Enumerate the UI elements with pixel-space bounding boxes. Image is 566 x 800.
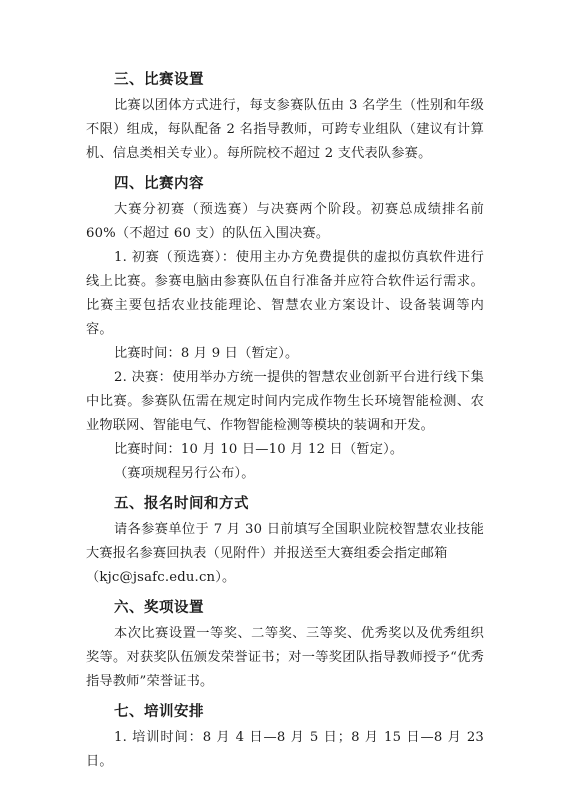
section-heading: 五、报名时间和方式 <box>114 496 249 512</box>
paragraph: 比赛时间：10 月 10 日—10 月 12 日（暂定）。 <box>114 442 404 457</box>
section-awards <box>86 598 484 694</box>
section-competition-content <box>86 174 484 486</box>
paragraph: 本次比赛设置一等奖、二等奖、三等奖、优秀奖以及优秀组织奖等。对获奖队伍颁发荣誉证书；对一等奖团队指导教师授予“优秀指导教师”荣誉证书。 <box>86 626 484 689</box>
paragraph: 2. 决赛：使用举办方统一提供的智慧农业创新平台进行线下集中比赛。参赛队伍需在规定时间内完成作物生长环境智能检测、农业物联网、智能电气、作物智能检测等模块的装调和开发。 <box>86 370 484 433</box>
paragraph: 1. 培训时间：8 月 4 日—8 月 5 日；8 月 15 日—8 月 23 日。 <box>86 730 484 769</box>
paragraph: 请各参赛单位于 7 月 30 日前填写全国职业院校智慧农业技能大赛报名参赛回执表（见附件）并报送至大赛组委会指定邮箱 <box>86 522 484 561</box>
paragraph: 比赛以团体方式进行，每支参赛队伍由 3 名学生（性别和年级不限）组成，每队配备 2 名指导教师，可跨专业组队（建议有计算机、信息类相关专业）。每所院校不超过 2 支代表队参赛。 <box>86 98 484 161</box>
paragraph: 大赛分初赛（预选赛）与决赛两个阶段。初赛总成绩排名前 60%（不超过 60 支）的队伍入围决赛。 <box>86 202 484 241</box>
paragraph: （赛项规程另行公布）。 <box>114 466 255 481</box>
email-line: （kjc@jsafc.edu.cn）。 <box>86 570 236 585</box>
section-heading: 七、培训安排 <box>114 704 204 720</box>
paragraph: 1. 初赛（预选赛）：使用主办方免费提供的虚拟仿真软件进行线上比赛。参赛电脑由参赛队伍自行准备并应符合软件运行需求。比赛主要包括农业技能理论、智慧农业方案设计、设备装调等内容。 <box>86 250 484 337</box>
section-competition-setup <box>86 70 484 166</box>
section-heading: 三、比赛设置 <box>114 72 204 88</box>
section-heading: 六、奖项设置 <box>114 600 204 616</box>
paragraph: 比赛时间：8 月 9 日（暂定）。 <box>114 346 299 361</box>
section-training <box>86 702 484 774</box>
section-registration <box>86 494 484 590</box>
section-heading: 四、比赛内容 <box>114 176 204 192</box>
